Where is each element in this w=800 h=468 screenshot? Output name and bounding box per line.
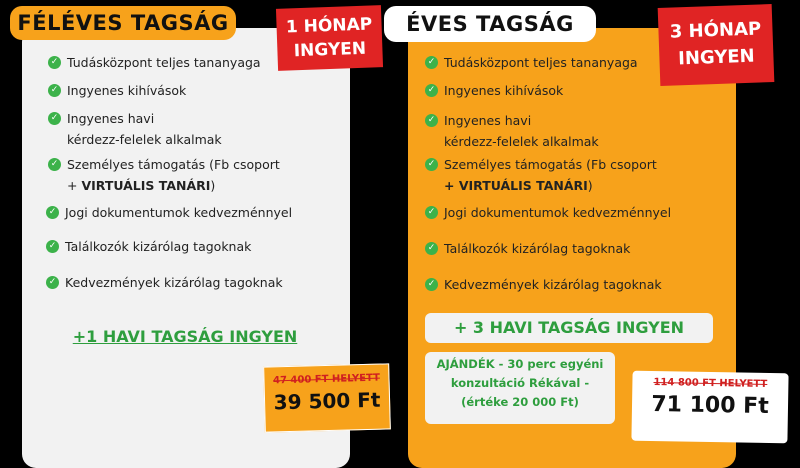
left-feature-item	[46, 202, 292, 223]
feature-text: Kedvezmények kizárólag tagoknak	[65, 275, 283, 290]
check-circle-icon: ✓	[425, 84, 438, 97]
old-price: 47 400 FT HELYETT	[272, 372, 381, 387]
half-year-price-tag	[263, 363, 391, 432]
left-feature-item	[46, 236, 251, 257]
check-circle-icon: ✓	[48, 56, 61, 69]
feature-text-bold: + VIRTUÁLIS TANÁRI	[444, 178, 588, 193]
check-circle-icon: ✓	[46, 206, 59, 219]
feature-text-line-1: Személyes támogatás (Fb csoport	[444, 157, 657, 172]
yearly-bonus-cta[interactable]: + 3 HAVI TAGSÁG INGYEN	[425, 313, 713, 343]
feature-text-line-1: Ingyenes havi	[67, 111, 155, 126]
feature-text: Találkozók kizárólag tagoknak	[444, 241, 631, 256]
check-circle-icon: ✓	[425, 206, 438, 219]
promo-line-2: INGYEN	[677, 45, 756, 70]
check-circle-icon: ✓	[425, 242, 438, 255]
check-circle-icon: ✓	[425, 278, 438, 291]
promo-line-1: 3 HÓNAP	[669, 18, 762, 43]
left-feature-item	[48, 108, 222, 150]
check-circle-icon: ✓	[425, 158, 438, 171]
check-circle-icon: ✓	[425, 56, 438, 69]
right-feature-item	[425, 154, 657, 196]
check-circle-icon: ✓	[48, 84, 61, 97]
right-feature-item	[425, 80, 563, 101]
feature-text: Tudásközpont teljes tananyaga	[444, 55, 638, 70]
half-year-bonus-cta[interactable]: +1 HAVI TAGSÁG INGYEN	[72, 327, 298, 346]
feature-text-line-2: kérdezz-felelek alkalmak	[444, 134, 599, 149]
feature-text: Jogi dokumentumok kedvezménnyel	[444, 205, 672, 220]
check-circle-icon: ✓	[48, 112, 61, 125]
check-circle-icon: ✓	[46, 276, 59, 289]
half-year-promo-badge	[276, 5, 383, 71]
check-circle-icon: ✓	[425, 114, 438, 127]
left-feature-item	[46, 272, 283, 293]
right-feature-item	[425, 52, 638, 73]
yearly-promo-badge	[658, 4, 775, 86]
feature-text	[67, 154, 280, 196]
new-price: 71 100 Ft	[651, 391, 769, 420]
feature-text: Tudásközpont teljes tananyaga	[67, 55, 261, 70]
feature-text: Találkozók kizárólag tagoknak	[65, 239, 252, 254]
check-circle-icon: ✓	[48, 158, 61, 171]
right-feature-item	[425, 238, 630, 259]
feature-text-line-2: kérdezz-felelek alkalmak	[67, 132, 222, 147]
feature-text-prefix: +	[67, 178, 82, 193]
promo-line-2: INGYEN	[293, 38, 367, 62]
right-feature-item	[425, 202, 671, 223]
check-circle-icon: ✓	[46, 240, 59, 253]
right-feature-item	[425, 110, 599, 152]
new-price: 39 500 Ft	[273, 387, 381, 415]
feature-text	[67, 108, 222, 150]
old-price: 114 800 FT HELYETT	[653, 377, 768, 390]
feature-text-bold: VIRTUÁLIS TANÁRI	[81, 178, 211, 193]
half-year-plan-title: FÉLÉVES TAGSÁG	[10, 6, 236, 40]
feature-text: Jogi dokumentumok kedvezménnyel	[65, 205, 293, 220]
right-feature-item	[425, 274, 662, 295]
left-feature-item	[48, 154, 280, 196]
promo-line-1: 1 HÓNAP	[285, 14, 373, 38]
gift-line-1: AJÁNDÉK - 30 perc egyéni	[436, 357, 604, 371]
feature-text	[444, 110, 599, 152]
left-feature-item	[48, 80, 186, 101]
feature-text-line-1: Ingyenes havi	[444, 113, 532, 128]
feature-text-suffix: )	[587, 178, 593, 193]
gift-line-2: konzultáció Rékával -	[450, 376, 590, 390]
feature-text-suffix: )	[210, 178, 216, 193]
feature-text-line-1: Személyes támogatás (Fb csoport	[67, 157, 280, 172]
yearly-price-tag	[631, 371, 788, 444]
feature-text: Ingyenes kihívások	[444, 83, 564, 98]
yearly-plan-title: ÉVES TAGSÁG	[384, 6, 596, 42]
feature-text: Kedvezmények kizárólag tagoknak	[444, 277, 662, 292]
feature-text	[444, 154, 657, 196]
left-feature-item	[48, 52, 261, 73]
gift-line-3: (értéke 20 000 Ft)	[461, 395, 579, 409]
gift-consultation-box	[425, 352, 615, 424]
feature-text: Ingyenes kihívások	[67, 83, 187, 98]
